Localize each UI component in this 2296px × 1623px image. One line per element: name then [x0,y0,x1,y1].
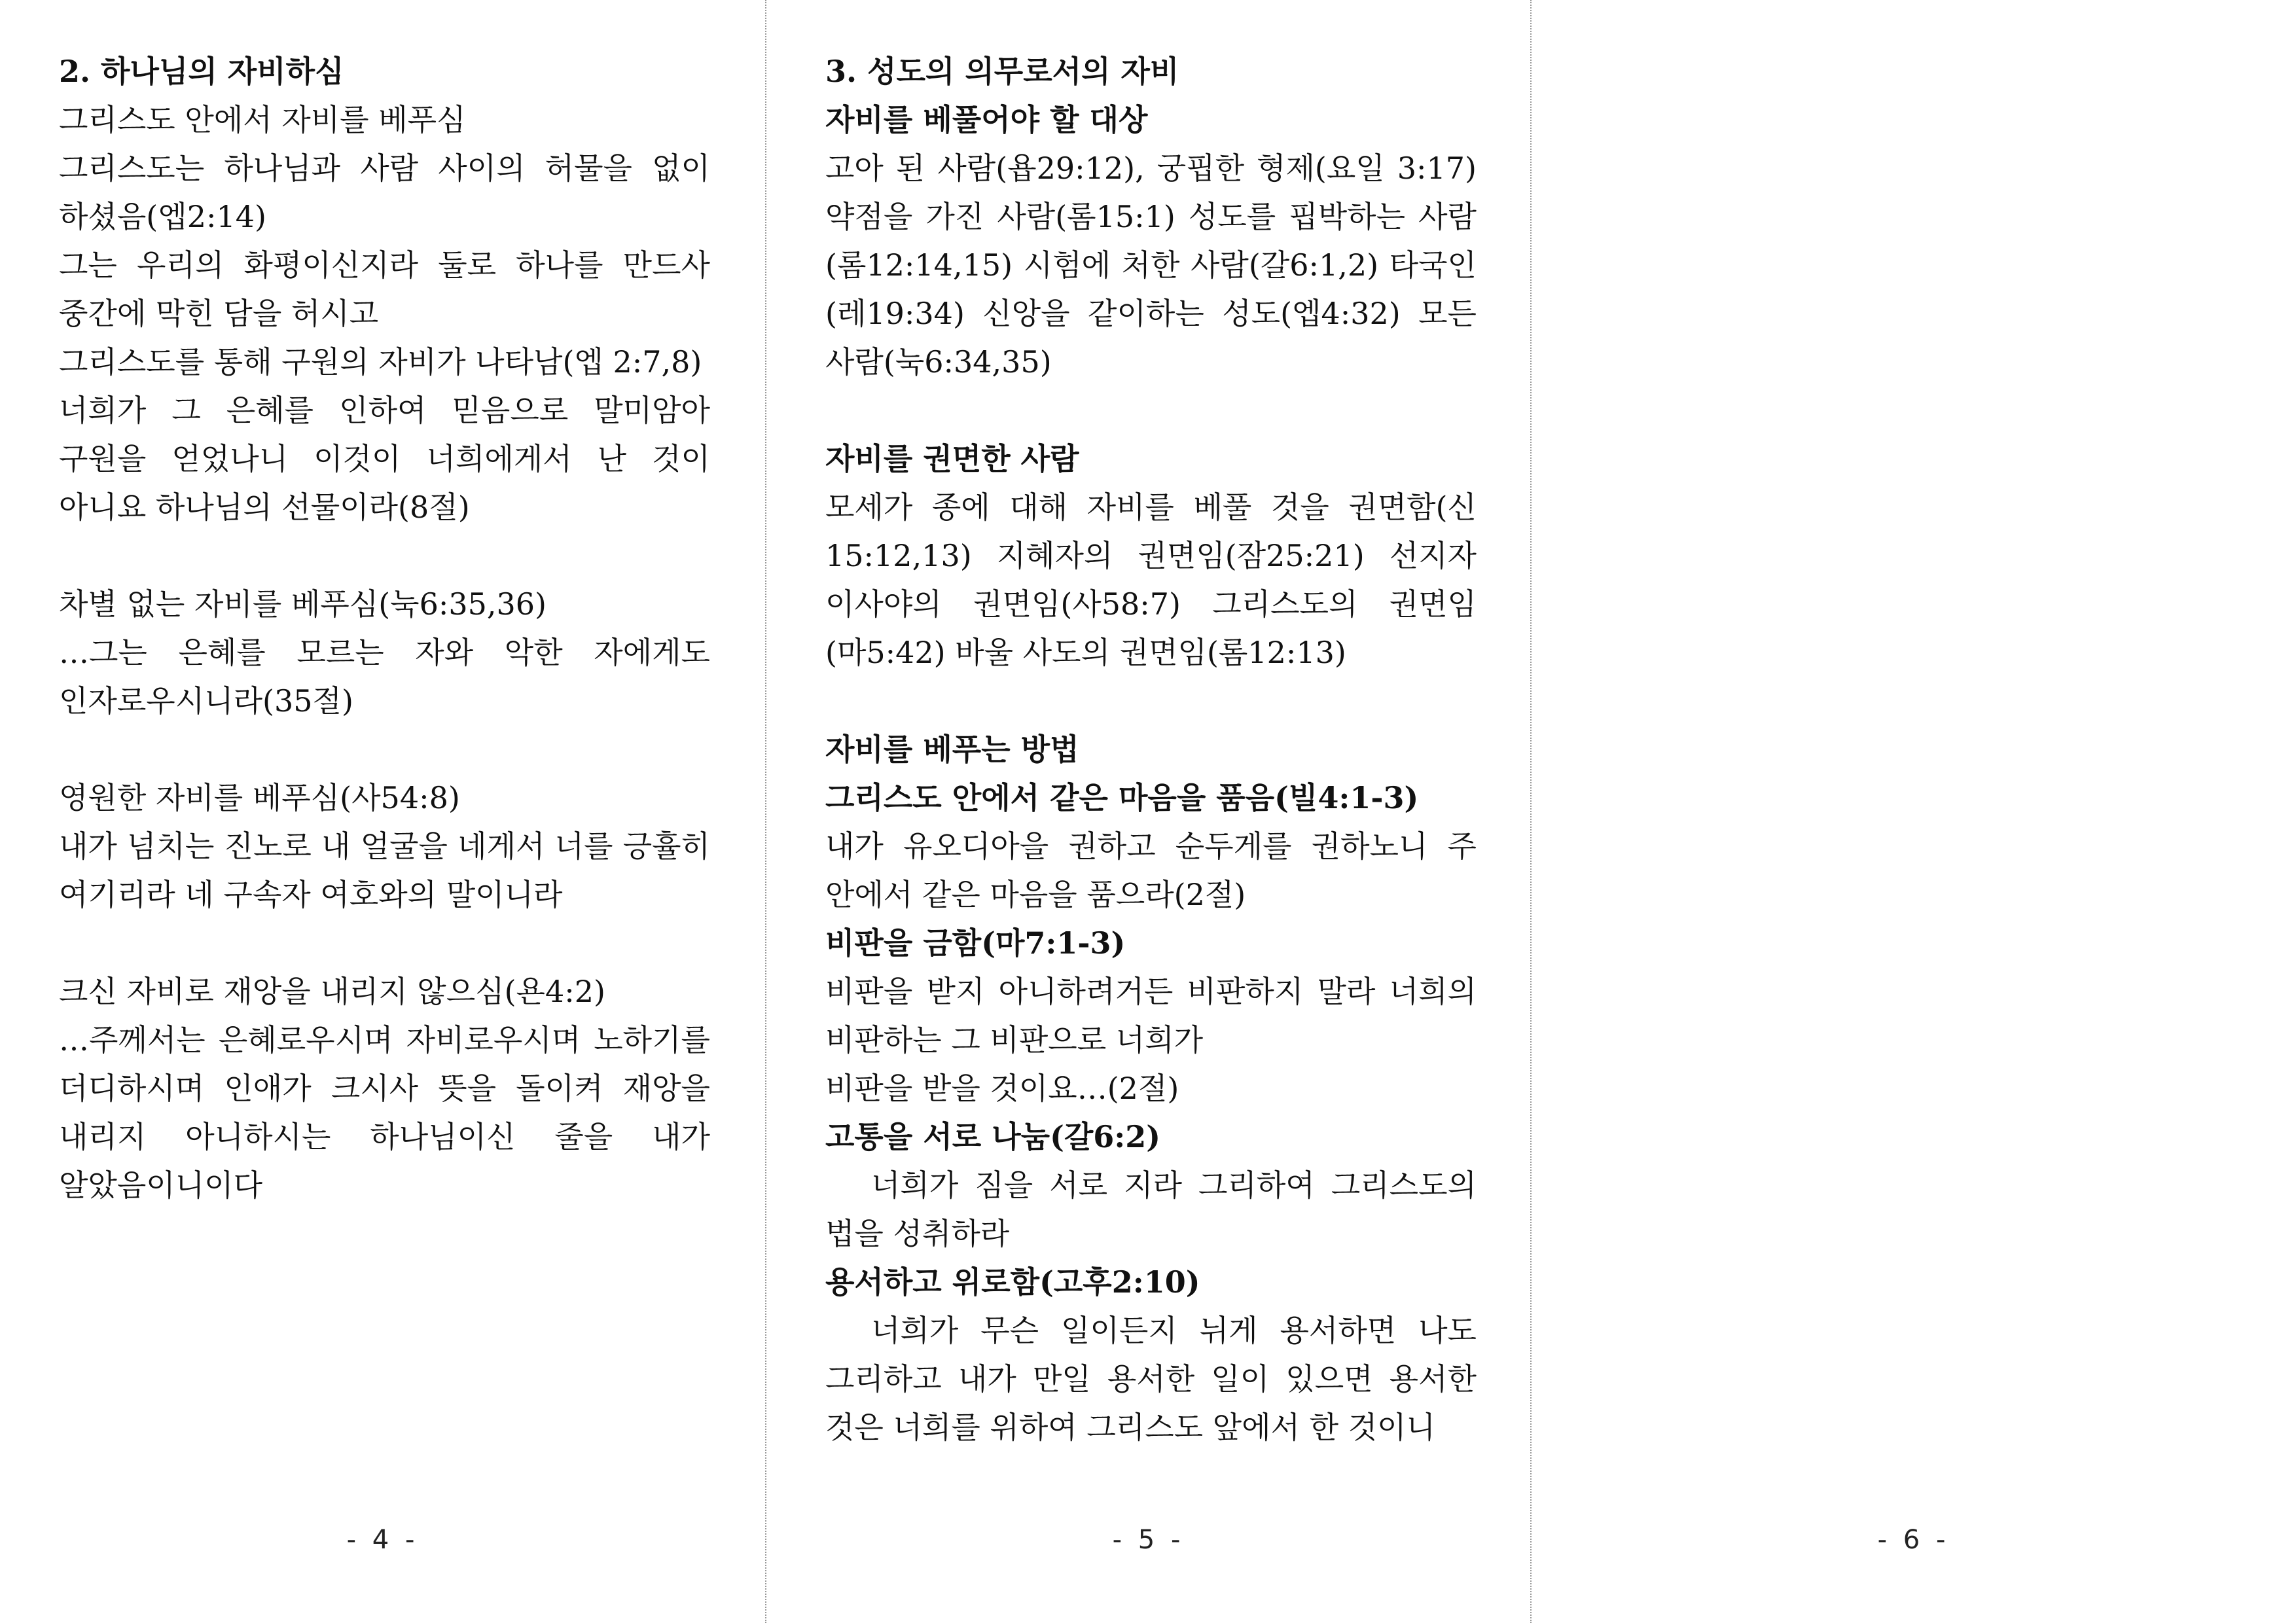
text-line: 고아 된 사람(욥29:12), 궁핍한 형제(요일 3:17) 약점을 가진 사람(롬15:1) 성도를 핍박하는 사람(롬12:14,15) 시험에 처한 사람(갈6:1,2) 타국인(레19:34) 신앙을 같이하는 성도(엡4:32) 모든 사람(눅6:34,35) [825,151,1477,380]
text-line: …그는 은혜를 모르는 자와 악한 자에게도 인자로우시니라(35절) [59,635,710,719]
sub-heading: 자비를 권면한 사람 [825,441,1079,476]
text-line: 내가 유오디아을 권하고 순두게를 권하노니 주 안에서 같은 마음을 품으라(2절) [825,829,1477,912]
text-line: 그리스도를 통해 구원의 자비가 나타남(엡 2:7,8) [59,344,702,380]
spacer [59,919,710,967]
page-number: - 6 - [1877,1525,1950,1555]
page-4-text [59,47,710,1209]
sub-heading: 비판을 금함(마7:1-3) [825,925,1126,961]
text-line: 너희가 짐을 서로 지라 그리하여 그리스도의 법을 성취하라 [825,1168,1477,1251]
page-5 [765,0,1530,1623]
sub-heading: 크신 자비로 재앙을 내리지 않으심(욘4:2) [59,974,605,1009]
text-line: 내가 넘치는 진노로 내 얼굴을 네게서 너를 긍휼히 여기리라 네 구속자 여호와의 말이니라 [59,829,710,912]
text-line: 그리스도는 하나님과 사람 사이의 허물을 없이 하셨음(엡2:14) [59,151,710,234]
sub-heading: 고통을 서로 나눔(갈6:2) [825,1119,1161,1154]
sub-heading: 차별 없는 자비를 베푸심(눅6:35,36) [59,586,547,622]
page-number: - 5 - [1112,1525,1185,1555]
text-line: 그는 우리의 화평이신지라 둘로 하나를 만드사 중간에 막힌 담을 허시고 [59,247,710,331]
spacer [825,677,1477,725]
spacer [59,725,710,774]
text-line: …주께서는 은혜로우시며 자비로우시며 노하기를 더디하시며 인애가 크시사 뜻을 돌이켜 재앙을 내리지 아니하시는 하나님이신 줄을 내가 알았음이니이다 [59,1022,710,1203]
text-line: 비판을 받지 아니하려거든 비판하지 말라 너희의 비판하는 그 비판으로 너희가 [825,974,1477,1058]
sub-heading: 용서하고 위로함(고후2:10) [825,1264,1200,1300]
spacer [59,531,710,580]
text-line: 비판을 받을 것이요…(2절) [825,1071,1179,1106]
text-line: 모세가 종에 대해 자비를 베풀 것을 권면함(신 15:12,13) 지혜자의 권면임(잠25:21) 선지자 이사야의 권면임(사58:7) 그리스도의 권면임(마5:42) 바울 사도의 권면임(롬12:13) [825,490,1477,670]
section-heading: 3. 성도의 의무로서의 자비 [825,54,1179,89]
sub-heading: 그리스도 안에서 자비를 베푸심 [59,102,466,137]
text-line: 너희가 그 은혜를 인하여 믿음으로 말미암아 구원을 얻었나니 이것이 너희에게서 난 것이 아니요 하나님의 선물이라(8절) [59,393,710,525]
sub-heading: 영원한 자비를 베푸심(사54:8) [59,780,460,815]
page-6 [1530,0,2295,1623]
page-number: - 4 - [346,1525,419,1555]
page-5-text [825,47,1477,1452]
sub-heading: 그리스도 안에서 같은 마음을 품음(빌4:1-3) [825,780,1419,815]
spacer [825,386,1477,435]
page-4 [0,0,765,1623]
text-line: 너희가 무슨 일이든지 뉘게 용서하면 나도 그리하고 내가 만일 용서한 일이 있으면 용서한 것은 너희를 위하여 그리스도 앞에서 한 것이니 [825,1313,1477,1445]
sub-heading: 자비를 베푸는 방법 [825,732,1079,767]
section-heading: 2. 하나님의 자비하심 [59,54,344,89]
sub-heading: 자비를 베풀어야 할 대상 [825,102,1148,137]
